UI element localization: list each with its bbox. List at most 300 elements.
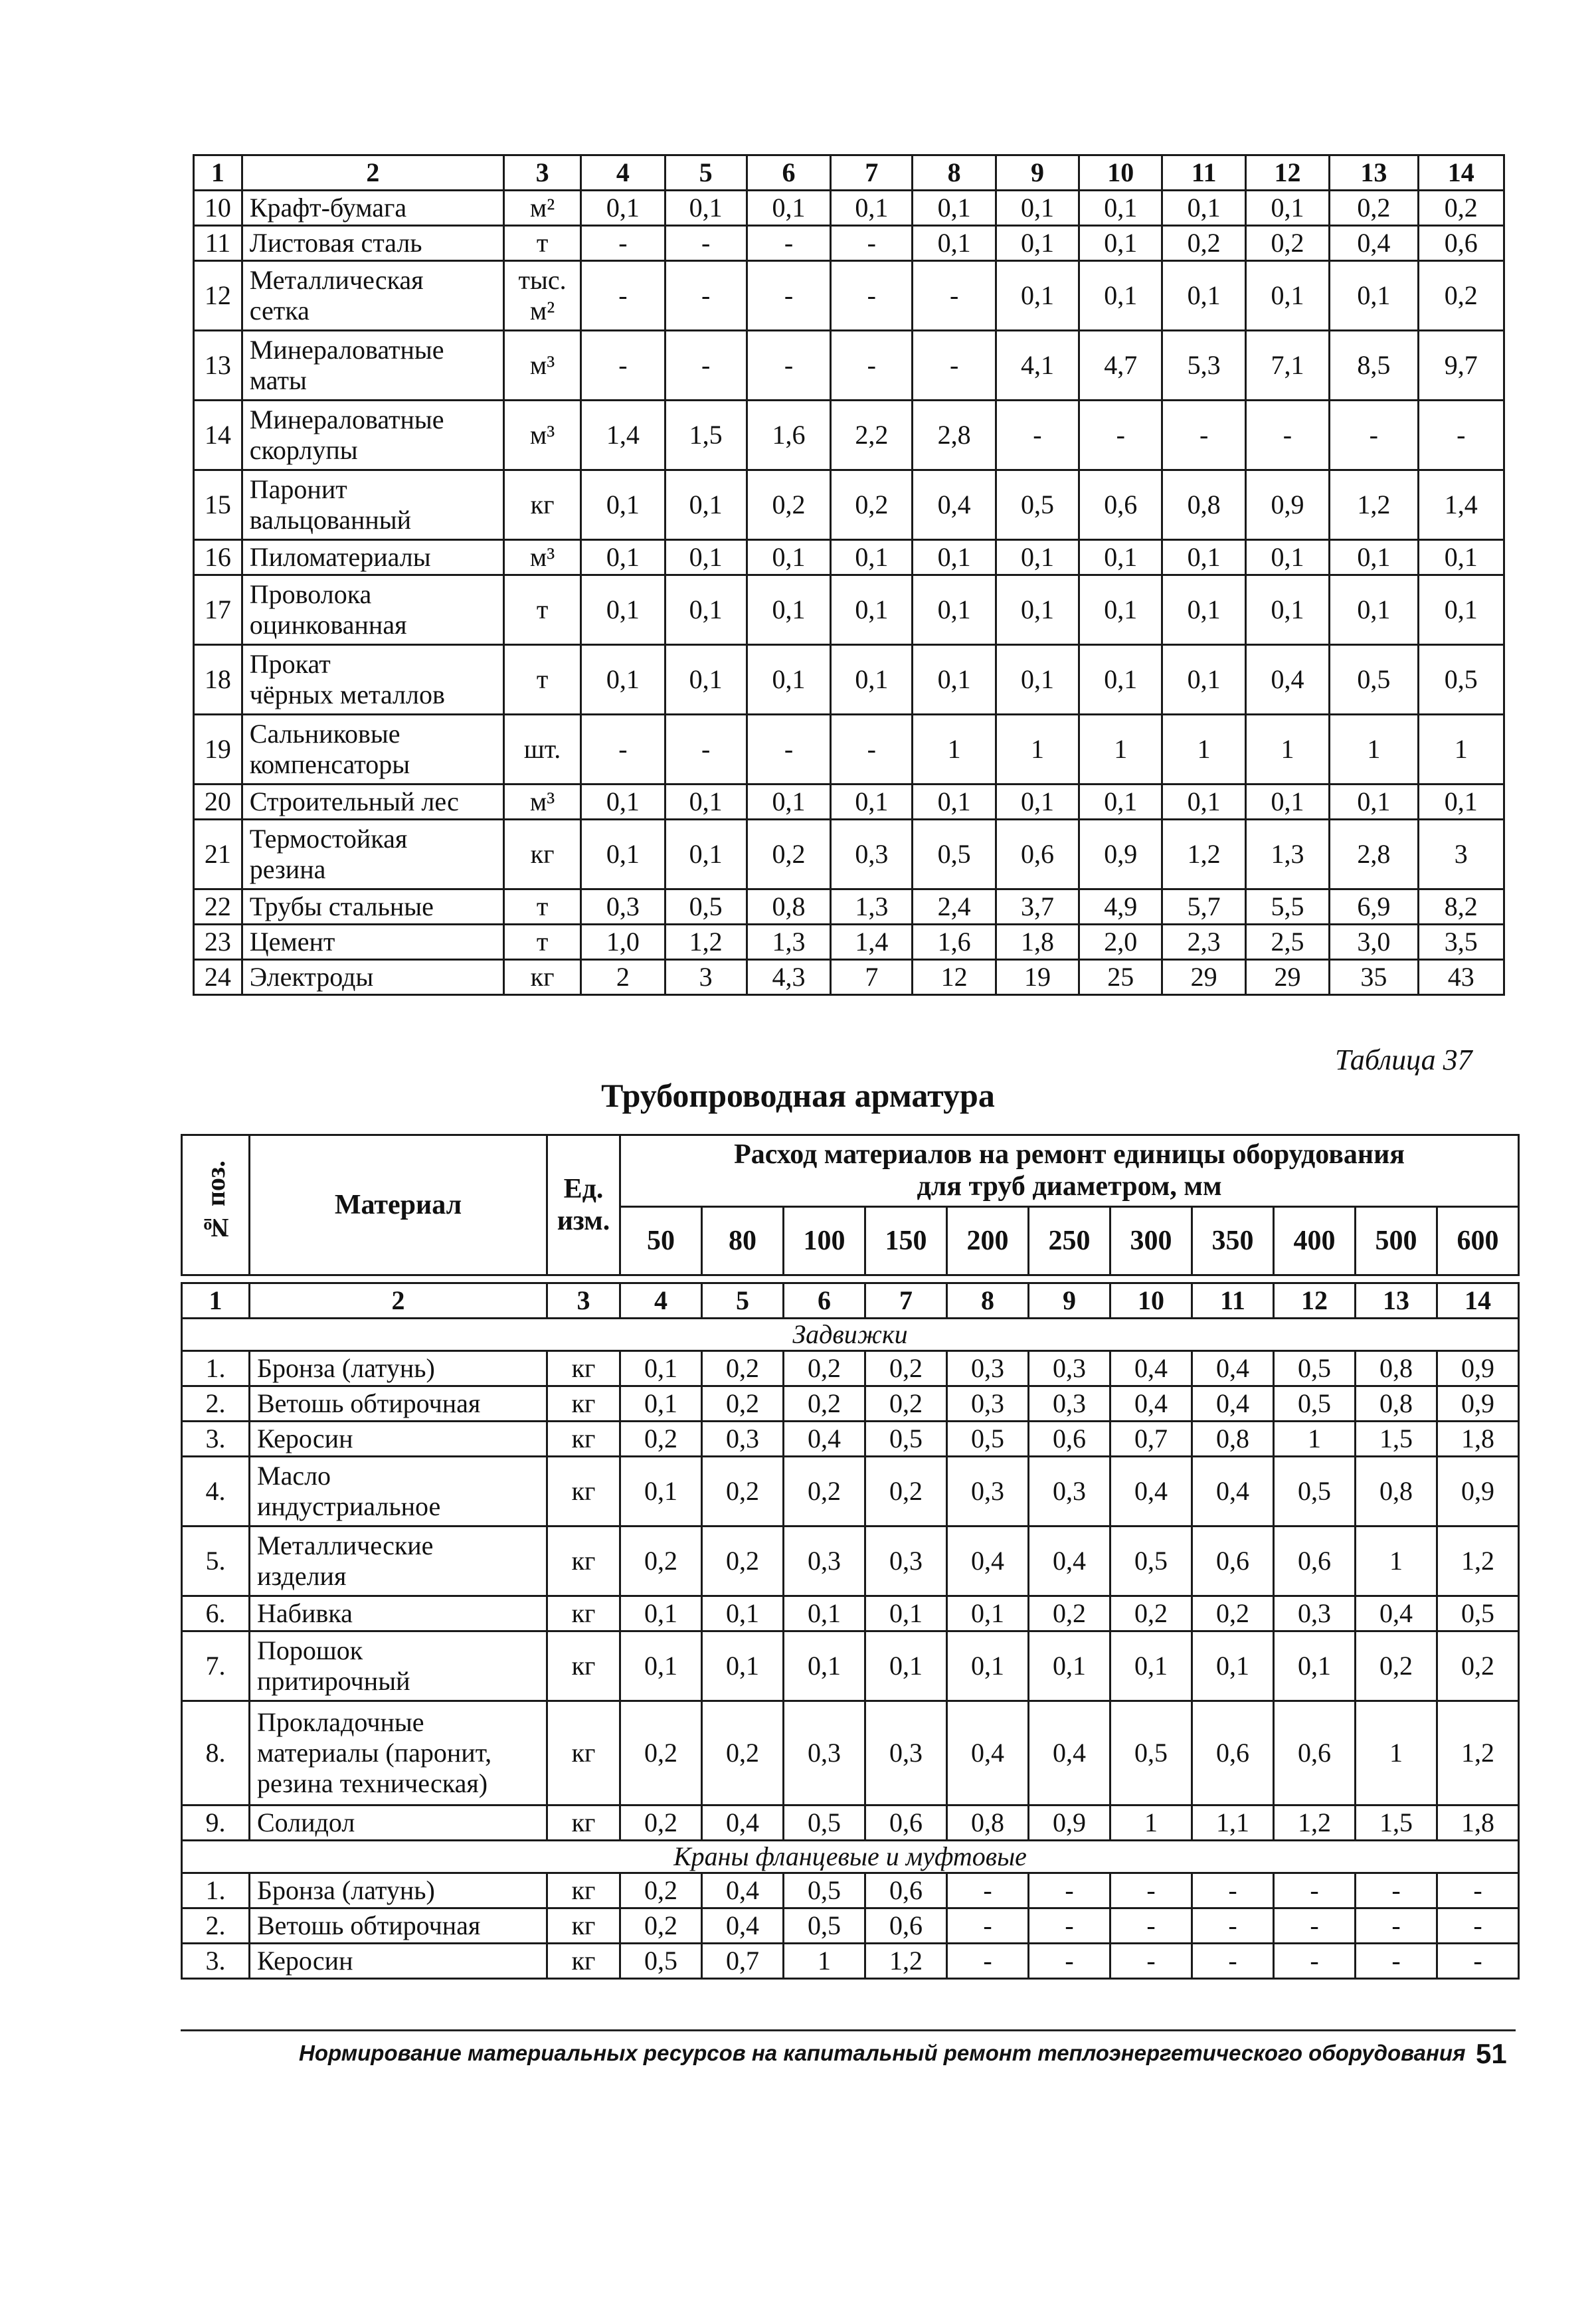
material-name-line: Минераловатные (249, 405, 444, 434)
column-number: 1 (194, 155, 242, 191)
value-cell: 0,1 (1079, 191, 1162, 226)
value-cell: - (665, 226, 747, 261)
value-cell: 0,1 (1330, 540, 1418, 575)
value-cell: 9,7 (1418, 331, 1504, 401)
value-cell: 0,1 (1079, 575, 1162, 645)
value-cell: 0,1 (581, 540, 665, 575)
value-cell: 0,4 (1110, 1386, 1192, 1422)
material-name (242, 645, 503, 715)
value-cell: 0,6 (1079, 470, 1162, 540)
value-cell: 0,1 (702, 1596, 784, 1631)
value-cell: 0,6 (1274, 1701, 1356, 1806)
value-cell: - (947, 1944, 1029, 1979)
row-number: 11 (194, 226, 242, 261)
value-cell: 0,4 (1245, 645, 1329, 715)
unit: кг (547, 1527, 620, 1596)
value-cell: - (913, 261, 996, 331)
value-cell: 0,5 (1330, 645, 1418, 715)
value-cell: - (947, 1908, 1029, 1944)
material-name (250, 1806, 547, 1841)
value-cell: 1,2 (1162, 820, 1245, 889)
table-row (182, 1701, 1519, 1806)
material-name (250, 1386, 547, 1422)
value-cell: 0,1 (620, 1351, 702, 1386)
material-name-line: Сальниковые (249, 719, 400, 749)
value-cell: 0,5 (1110, 1701, 1192, 1806)
value-cell: 0,3 (784, 1527, 865, 1596)
value-cell: 0,8 (947, 1806, 1029, 1841)
footer-text: Нормирование материальных ресурсов на капитальный ремонт теплоэнергетического оборудования (299, 2041, 1466, 2065)
value-cell: 0,2 (784, 1351, 865, 1386)
value-cell: 0,8 (1356, 1351, 1437, 1386)
value-cell: 0,1 (947, 1631, 1029, 1701)
value-cell: 0,5 (1274, 1457, 1356, 1527)
value-cell: 0,1 (996, 226, 1079, 261)
value-cell: 5,5 (1245, 889, 1329, 925)
table-row (194, 785, 1504, 820)
material-name-line: Крафт-бумага (249, 193, 407, 223)
material-name (250, 1527, 547, 1596)
material-name-line: Металлические (257, 1530, 434, 1560)
value-cell: - (1110, 1944, 1192, 1979)
value-cell: 0,5 (620, 1944, 702, 1979)
row-number: 13 (194, 331, 242, 401)
row-number: 14 (194, 401, 242, 470)
diameter-header: 100 (784, 1206, 865, 1275)
material-name-line: скорлупы (249, 435, 358, 465)
value-cell: 0,1 (913, 645, 996, 715)
row-number: 20 (194, 785, 242, 820)
row-number: 21 (194, 820, 242, 889)
column-number: 13 (1356, 1283, 1437, 1319)
unit: кг (547, 1596, 620, 1631)
value-cell: - (665, 715, 747, 785)
row-number: 2. (182, 1908, 250, 1944)
table-caption: Таблица 37 (1335, 1044, 1472, 1076)
unit: кг (547, 1908, 620, 1944)
value-cell: 2,3 (1162, 925, 1245, 960)
material-name (242, 820, 503, 889)
diameter-header: 350 (1192, 1206, 1274, 1275)
material-name (250, 1944, 547, 1979)
value-cell: - (1192, 1873, 1274, 1908)
value-cell: 0,1 (1162, 540, 1245, 575)
value-cell: 0,1 (996, 785, 1079, 820)
value-cell: 0,1 (1330, 575, 1418, 645)
unit: кг (547, 1944, 620, 1979)
value-cell: 8,5 (1330, 331, 1418, 401)
value-cell: 0,1 (747, 645, 830, 715)
value-cell: 1 (1245, 715, 1329, 785)
value-cell: 0,2 (1245, 226, 1329, 261)
value-cell: 0,1 (996, 261, 1079, 331)
value-cell: 0,3 (947, 1386, 1029, 1422)
value-cell: 0,1 (1418, 575, 1504, 645)
value-cell: 0,5 (996, 470, 1079, 540)
table-row (194, 470, 1504, 540)
column-number: 6 (784, 1283, 865, 1319)
value-cell: - (1192, 1944, 1274, 1979)
material-name-line: Цемент (249, 927, 335, 957)
material-name-line: резина техническая) (257, 1768, 488, 1798)
material-name-line: Листовая сталь (249, 228, 422, 258)
value-cell: 1 (1079, 715, 1162, 785)
table-row (182, 1596, 1519, 1631)
value-cell: 0,1 (1245, 785, 1329, 820)
table-row (182, 1527, 1519, 1596)
column-number: 11 (1162, 155, 1245, 191)
column-number: 8 (947, 1283, 1029, 1319)
value-cell: 0,6 (996, 820, 1079, 889)
value-cell: 0,1 (747, 785, 830, 820)
row-number: 18 (194, 645, 242, 715)
column-number: 9 (1029, 1283, 1110, 1319)
value-cell: - (747, 226, 830, 261)
value-cell: 0,1 (1079, 645, 1162, 715)
table-row (194, 226, 1504, 261)
value-cell: 0,2 (865, 1457, 947, 1527)
value-cell: 1,8 (996, 925, 1079, 960)
value-cell: 0,1 (747, 191, 830, 226)
value-cell: 3 (665, 960, 747, 995)
row-number: 12 (194, 261, 242, 331)
material-name-line: сетка (249, 296, 310, 325)
unit: м³ (503, 401, 580, 470)
value-cell: - (1274, 1944, 1356, 1979)
value-cell: 0,2 (620, 1873, 702, 1908)
value-cell: 0,3 (702, 1422, 784, 1457)
value-cell: - (1418, 401, 1504, 470)
value-cell: 0,5 (1110, 1527, 1192, 1596)
material-name-line: Ветошь обтирочная (257, 1388, 481, 1418)
table-row (182, 1944, 1519, 1979)
value-cell: - (1110, 1908, 1192, 1944)
value-cell: 0,1 (1079, 261, 1162, 331)
value-cell: 0,4 (947, 1527, 1029, 1596)
value-cell: 0,5 (1418, 645, 1504, 715)
diameter-header: 150 (865, 1206, 947, 1275)
table-row (182, 1631, 1519, 1701)
table-row (194, 925, 1504, 960)
value-cell: 0,4 (913, 470, 996, 540)
unit: кг (547, 1631, 620, 1701)
section-row (182, 1319, 1519, 1351)
value-cell: 0,2 (620, 1701, 702, 1806)
value-cell: - (747, 261, 830, 331)
value-cell: 0,5 (913, 820, 996, 889)
value-cell: 0,2 (620, 1422, 702, 1457)
value-cell: 0,2 (865, 1351, 947, 1386)
value-cell: 6,9 (1330, 889, 1418, 925)
material-name (250, 1631, 547, 1701)
value-cell: 0,4 (1029, 1701, 1110, 1806)
material-name-line: Электроды (249, 962, 374, 992)
value-cell: - (747, 715, 830, 785)
value-cell: 0,3 (581, 889, 665, 925)
material-name-line: Бронза (латунь) (257, 1353, 435, 1383)
value-cell: 0,6 (1029, 1422, 1110, 1457)
value-cell: 1,3 (747, 925, 830, 960)
material-name (250, 1596, 547, 1631)
material-name-line: Набивка (257, 1598, 353, 1628)
table-row (182, 1386, 1519, 1422)
value-cell: - (831, 331, 913, 401)
value-cell: 0,1 (1162, 645, 1245, 715)
material-name-line: чёрных металлов (249, 680, 445, 709)
value-cell: 2,5 (1245, 925, 1329, 960)
value-cell: 1,5 (1356, 1422, 1437, 1457)
value-cell: 0,1 (665, 540, 747, 575)
value-cell: - (581, 261, 665, 331)
value-cell: 0,1 (1110, 1631, 1192, 1701)
value-cell: - (581, 715, 665, 785)
value-cell: 1 (996, 715, 1079, 785)
value-cell: 0,1 (831, 785, 913, 820)
column-number: 9 (996, 155, 1079, 191)
value-cell: 1,8 (1437, 1422, 1519, 1457)
value-cell: 1,3 (1245, 820, 1329, 889)
value-cell: 0,1 (996, 540, 1079, 575)
value-cell: - (1079, 401, 1162, 470)
unit: т (503, 645, 580, 715)
column-number: 10 (1110, 1283, 1192, 1319)
value-cell: 0,3 (947, 1457, 1029, 1527)
row-number: 15 (194, 470, 242, 540)
table-row (194, 540, 1504, 575)
value-cell: 0,1 (913, 785, 996, 820)
material-name-line: индустриальное (257, 1491, 441, 1521)
row-number: 16 (194, 540, 242, 575)
table-row (194, 261, 1504, 331)
value-cell: 3,5 (1418, 925, 1504, 960)
material-name-line: Солидол (257, 1807, 355, 1837)
value-cell: 1,2 (1274, 1806, 1356, 1841)
col-header-position: № поз. (182, 1135, 250, 1275)
value-cell: 1 (1110, 1806, 1192, 1841)
value-cell: 0,1 (1418, 785, 1504, 820)
value-cell: 0,9 (1079, 820, 1162, 889)
unit: м³ (503, 540, 580, 575)
value-cell: 0,1 (1274, 1631, 1356, 1701)
value-cell: 0,4 (1356, 1596, 1437, 1631)
value-cell: 0,2 (747, 820, 830, 889)
table-row (194, 191, 1504, 226)
value-cell: 0,1 (1330, 785, 1418, 820)
column-number: 1 (182, 1283, 250, 1319)
diameter-header: 50 (620, 1206, 702, 1275)
value-cell: 0,3 (784, 1701, 865, 1806)
value-cell: 0,8 (1356, 1457, 1437, 1527)
value-cell: - (665, 261, 747, 331)
value-cell: 1 (913, 715, 996, 785)
material-name (250, 1701, 547, 1806)
diameter-header: 400 (1274, 1206, 1356, 1275)
material-name-line: Термостойкая (249, 824, 408, 854)
unit: кг (547, 1873, 620, 1908)
unit: кг (547, 1806, 620, 1841)
value-cell: 0,5 (784, 1873, 865, 1908)
row-number: 1. (182, 1351, 250, 1386)
unit: кг (547, 1386, 620, 1422)
row-number: 9. (182, 1806, 250, 1841)
column-number: 14 (1418, 155, 1504, 191)
value-cell: 0,5 (665, 889, 747, 925)
column-number: 7 (865, 1283, 947, 1319)
row-number: 23 (194, 925, 242, 960)
column-number: 10 (1079, 155, 1162, 191)
value-cell: 0,1 (784, 1596, 865, 1631)
value-cell: - (1437, 1944, 1519, 1979)
material-name-line: Строительный лес (249, 787, 459, 816)
row-number: 3. (182, 1422, 250, 1457)
material-name-line: Прокладочные (257, 1707, 424, 1737)
value-cell: 0,2 (1437, 1631, 1519, 1701)
material-name-line: Минераловатные (249, 335, 444, 365)
value-cell: 0,5 (784, 1806, 865, 1841)
value-cell: 0,1 (913, 575, 996, 645)
value-cell: 0,1 (913, 226, 996, 261)
value-cell: 0,2 (1330, 191, 1418, 226)
value-cell: - (1437, 1873, 1519, 1908)
value-cell: 0,1 (1245, 261, 1329, 331)
value-cell: - (581, 226, 665, 261)
value-cell: 0,1 (1079, 785, 1162, 820)
value-cell: - (1356, 1873, 1437, 1908)
material-name-line: Бронза (латунь) (257, 1875, 435, 1905)
value-cell: 0,1 (1029, 1631, 1110, 1701)
value-cell: 0,7 (702, 1944, 784, 1979)
value-cell: 3,7 (996, 889, 1079, 925)
row-number: 6. (182, 1596, 250, 1631)
value-cell: 0,4 (702, 1873, 784, 1908)
material-name (250, 1873, 547, 1908)
value-cell: 0,9 (1437, 1457, 1519, 1527)
column-number: 12 (1274, 1283, 1356, 1319)
column-number: 5 (702, 1283, 784, 1319)
unit: шт. (503, 715, 580, 785)
diameter-header: 500 (1356, 1206, 1437, 1275)
column-number: 8 (913, 155, 996, 191)
value-cell: 1 (784, 1944, 865, 1979)
material-name (242, 401, 503, 470)
column-number: 12 (1245, 155, 1329, 191)
material-name (242, 470, 503, 540)
value-cell: 0,1 (1192, 1631, 1274, 1701)
value-cell: 0,3 (947, 1351, 1029, 1386)
value-cell: - (913, 331, 996, 401)
materials-table-continued (193, 154, 1505, 996)
value-cell: 0,2 (1418, 191, 1504, 226)
column-number: 11 (1192, 1283, 1274, 1319)
value-cell: 0,9 (1245, 470, 1329, 540)
value-cell: 0,3 (865, 1701, 947, 1806)
value-cell: 0,1 (665, 575, 747, 645)
table-row (182, 1351, 1519, 1386)
material-name-line: Керосин (257, 1424, 353, 1453)
value-cell: 0,2 (702, 1701, 784, 1806)
value-cell: - (1029, 1908, 1110, 1944)
value-cell: 0,1 (831, 645, 913, 715)
material-name-line: Пиломатериалы (249, 542, 431, 572)
value-cell: 0,1 (581, 820, 665, 889)
value-cell: 0,6 (1274, 1527, 1356, 1596)
value-cell: - (1110, 1873, 1192, 1908)
row-number: 8. (182, 1701, 250, 1806)
column-number: 13 (1330, 155, 1418, 191)
value-cell: 0,2 (1110, 1596, 1192, 1631)
value-cell: 0,6 (1192, 1527, 1274, 1596)
value-cell: 0,1 (747, 575, 830, 645)
value-cell: 0,4 (947, 1701, 1029, 1806)
material-name-line: компенсаторы (249, 749, 410, 779)
value-cell: 1,8 (1437, 1806, 1519, 1841)
value-cell: 1,2 (1437, 1701, 1519, 1806)
table-row (182, 1457, 1519, 1527)
material-name-line: Металлическая (249, 265, 424, 295)
value-cell: - (1356, 1908, 1437, 1944)
value-cell: 4,3 (747, 960, 830, 995)
column-number: 2 (242, 155, 503, 191)
row-number: 19 (194, 715, 242, 785)
table-row (194, 715, 1504, 785)
material-name (250, 1422, 547, 1457)
value-cell: 0,3 (1029, 1386, 1110, 1422)
row-number: 4. (182, 1457, 250, 1527)
value-cell: 0,6 (865, 1806, 947, 1841)
value-cell: 0,7 (1110, 1422, 1192, 1457)
value-cell: 0,1 (665, 785, 747, 820)
section-title: Краны фланцевые и муфтовые (182, 1841, 1519, 1873)
unit: кг (547, 1457, 620, 1527)
material-name (242, 785, 503, 820)
unit: т (503, 226, 580, 261)
material-name-line: Масло (257, 1461, 331, 1491)
value-cell: - (831, 261, 913, 331)
column-number: 4 (620, 1283, 702, 1319)
value-cell: 0,1 (913, 191, 996, 226)
unit: кг (503, 470, 580, 540)
value-cell: 0,1 (1162, 191, 1245, 226)
value-cell: 4,7 (1079, 331, 1162, 401)
material-name (242, 960, 503, 995)
material-name (250, 1457, 547, 1527)
section-row (182, 1841, 1519, 1873)
value-cell: 1,1 (1192, 1806, 1274, 1841)
column-number: 5 (665, 155, 747, 191)
unit: кг (547, 1701, 620, 1806)
value-cell: 0,1 (620, 1386, 702, 1422)
value-cell: 0,1 (1330, 261, 1418, 331)
value-cell: 0,9 (1029, 1806, 1110, 1841)
value-cell: 0,1 (702, 1631, 784, 1701)
material-name-line: Трубы стальные (249, 891, 434, 921)
material-name (250, 1351, 547, 1386)
table-row (182, 1873, 1519, 1908)
unit: м² (503, 191, 580, 226)
value-cell: 0,2 (702, 1351, 784, 1386)
value-cell: - (1192, 1908, 1274, 1944)
unit: кг (503, 820, 580, 889)
value-cell: 2,2 (831, 401, 913, 470)
unit: тыс. м² (503, 261, 580, 331)
material-name-line: притирочный (257, 1666, 410, 1696)
value-cell: 0,2 (1356, 1631, 1437, 1701)
value-cell: 1,2 (865, 1944, 947, 1979)
value-cell: 0,1 (1079, 540, 1162, 575)
table-row (194, 960, 1504, 995)
value-cell: 0,2 (702, 1386, 784, 1422)
row-number: 3. (182, 1944, 250, 1979)
